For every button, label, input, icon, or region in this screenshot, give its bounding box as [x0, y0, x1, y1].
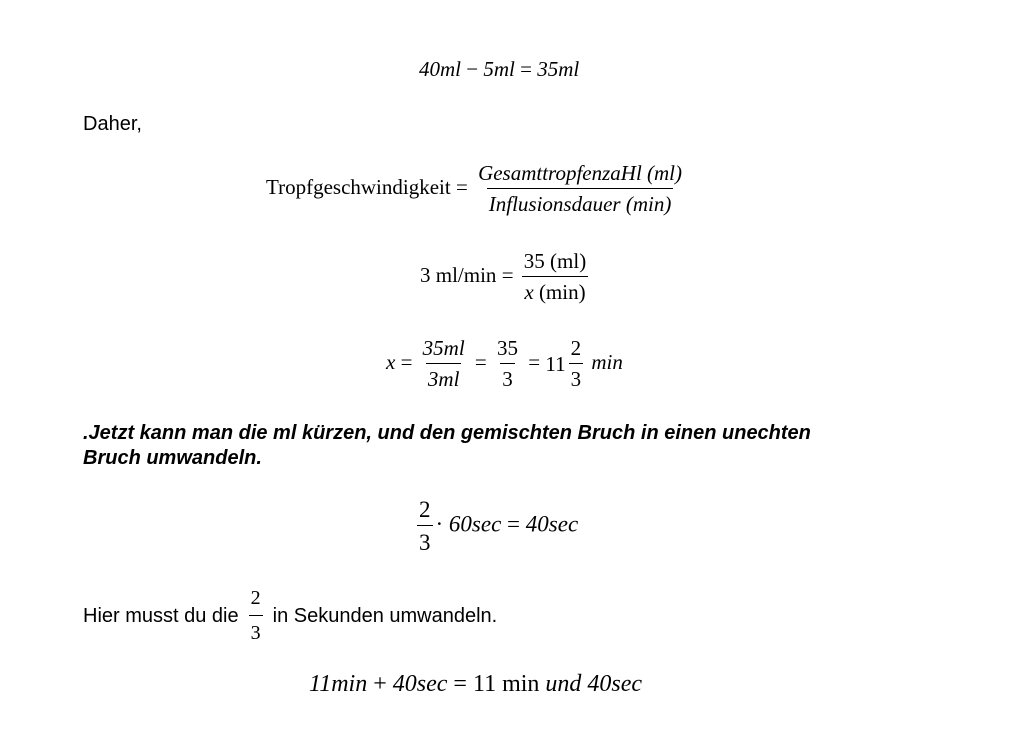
- factor: 60sec: [448, 511, 502, 537]
- equals-sign: =: [453, 671, 467, 697]
- eq1-mid: 5ml: [483, 57, 515, 81]
- fraction: [569, 338, 584, 390]
- equation-drip-rate-formula: [266, 163, 687, 215]
- fraction-denominator: 3: [417, 525, 433, 554]
- hint-after: in Sekunden umwandeln.: [272, 604, 498, 627]
- equals-sign: =: [400, 349, 413, 374]
- seconds-term: 40sec: [392, 671, 448, 697]
- minus-sign: −: [466, 57, 479, 81]
- fraction: [249, 586, 263, 646]
- note-paragraph: [83, 421, 811, 471]
- equals-sign: =: [474, 349, 487, 374]
- fraction-numerator: GesamttropfenzaHl (ml): [478, 161, 683, 185]
- fraction: [495, 338, 520, 390]
- drip-rate-label: Tropfgeschwindigkeit: [266, 174, 451, 199]
- fraction: [421, 338, 467, 390]
- note-line-2: Bruch umwandeln.: [83, 447, 262, 469]
- fraction: [522, 251, 588, 303]
- fraction-numerator: 35ml: [422, 336, 465, 360]
- fraction-numerator: 2: [570, 336, 582, 360]
- whole-part: 11: [545, 351, 566, 376]
- minutes-term: 11min: [309, 671, 368, 697]
- fraction-numerator: 35: [497, 336, 519, 360]
- unit-min: (min): [533, 280, 586, 304]
- equation-subtraction: [419, 59, 579, 80]
- variable-x: x: [386, 349, 396, 374]
- eq1-right: 35ml: [537, 57, 580, 81]
- equals-sign: =: [455, 174, 468, 199]
- fraction-denominator: 3: [500, 363, 515, 390]
- equals-sign: =: [528, 349, 541, 374]
- equals-sign: =: [520, 57, 532, 81]
- equation-final-result: [309, 672, 642, 696]
- fraction-denominator: Influsionsdauer (min): [487, 188, 674, 215]
- rate-value: 3 ml/min: [420, 262, 497, 287]
- equation-solve-x: [386, 338, 623, 390]
- fraction-denominator: 3ml: [426, 363, 462, 390]
- plus-sign: +: [373, 671, 387, 697]
- fraction: [476, 163, 684, 215]
- unit-min: min: [591, 349, 623, 374]
- fraction-denominator: 3: [569, 363, 584, 390]
- fraction: [417, 498, 433, 554]
- hint-line: [83, 586, 497, 646]
- equals-sign: =: [507, 511, 521, 537]
- seconds-result: 40sec: [587, 671, 643, 697]
- minutes-result: 11 min: [472, 671, 540, 697]
- hint-before: Hier musst du die: [83, 604, 239, 627]
- fraction-denominator: 3: [249, 615, 263, 646]
- result: 40sec: [525, 511, 579, 537]
- fraction-numerator: 2: [419, 497, 431, 522]
- equation-drip-rate-values: [420, 251, 591, 303]
- fraction-denominator: [522, 276, 587, 303]
- multiplication-dot: ·: [435, 511, 444, 537]
- equals-sign: =: [501, 262, 514, 287]
- fraction-numerator: 2: [250, 587, 261, 609]
- variable-x: x: [524, 280, 534, 304]
- mixed-number: [545, 338, 586, 390]
- fraction-numerator: 35 (ml): [523, 249, 587, 273]
- daher-text: Daher,: [83, 113, 142, 135]
- eq1-left: 40ml: [419, 57, 461, 81]
- note-line-1: .Jetzt kann man die ml kürzen, und den gemischten Bruch in einen unechten: [83, 422, 811, 444]
- equation-seconds: [414, 498, 578, 554]
- und-word: und: [545, 671, 582, 697]
